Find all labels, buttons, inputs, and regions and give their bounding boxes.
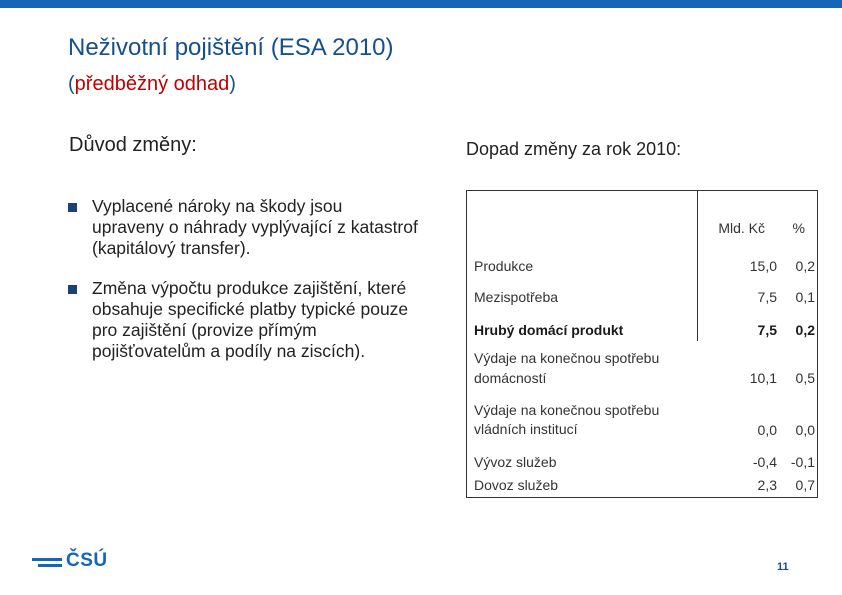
row-value-spotreba-vlady-mld: 0,0 — [757, 422, 777, 438]
logo-text: ČSÚ — [66, 550, 108, 571]
row-value-dovoz-sluzeb-mld: 2,3 — [757, 477, 777, 493]
row-value-mezispotreba-mld: 7,5 — [757, 289, 777, 305]
subtitle-text: předběžný odhad — [74, 73, 230, 95]
reason-bullet-list — [68, 196, 418, 381]
column-header-mld-kc: Mld. Kč — [718, 220, 765, 236]
row-value-vyvoz-sluzeb-pct: -0,1 — [790, 454, 815, 470]
page-number: 11 — [777, 561, 789, 573]
row-label-produkce: Produkce — [474, 258, 534, 274]
row-label-hdp: Hrubý domácí produkt — [474, 322, 624, 338]
logo-stripe — [32, 558, 62, 561]
row-value-produkce-mld: 15,0 — [749, 258, 777, 274]
row-label-vyvoz-sluzeb: Vývoz služeb — [474, 454, 557, 470]
row-value-spotreba-domacnosti-mld: 10,1 — [749, 370, 777, 386]
row-label-dovoz-sluzeb: Dovoz služeb — [474, 477, 559, 493]
table-divider — [697, 191, 698, 341]
bullet-item — [68, 278, 418, 362]
row-value-produkce-pct: 0,2 — [795, 258, 815, 274]
csu-logo — [32, 550, 112, 574]
row-label-spotreba-vlady-line2: vládních institucí — [474, 421, 578, 437]
row-value-dovoz-sluzeb-pct: 0,7 — [795, 477, 815, 493]
row-value-spotreba-domacnosti-pct: 0,5 — [795, 370, 815, 386]
row-value-hdp-mld: 7,5 — [757, 322, 777, 338]
logo-stripe — [38, 564, 62, 567]
subtitle-close-paren: ) — [229, 73, 236, 95]
row-label-spotreba-domacnosti-line1: Výdaje na konečnou spotřebu — [474, 350, 660, 366]
row-value-mezispotreba-pct: 0,1 — [795, 289, 815, 305]
row-value-vyvoz-sluzeb-mld: -0,4 — [752, 454, 777, 470]
column-header-percent: % — [792, 220, 805, 236]
bullet-item — [68, 196, 418, 259]
row-value-hdp-pct: 0,2 — [795, 322, 815, 338]
slide-subtitle — [68, 73, 236, 96]
bullet-text: Změna výpočtu produkce zajištění, které obsahuje specifické platby typické pouze pro zajištění (provize přímým pojišťovatelům a podíly na ziscích). — [92, 278, 409, 361]
row-label-spotreba-domacnosti-line2: domácností — [474, 370, 547, 386]
impact-table — [466, 190, 818, 498]
reason-heading: Důvod změny: — [69, 134, 197, 156]
row-label-spotreba-vlady-line1: Výdaje na konečnou spotřebu — [474, 402, 660, 418]
square-bullet-icon — [68, 203, 77, 212]
slide-title: Neživotní pojištění (ESA 2010) — [68, 34, 394, 61]
square-bullet-icon — [68, 285, 77, 294]
subtitle-open-paren: ( — [68, 73, 75, 95]
row-value-spotreba-vlady-pct: 0,0 — [795, 422, 815, 438]
impact-heading: Dopad změny za rok 2010: — [466, 139, 682, 159]
row-label-mezispotreba: Mezispotřeba — [474, 289, 559, 305]
top-accent-bar — [0, 0, 842, 8]
bullet-text: Vyplacené nároky na škody jsou upraveny o náhrady vyplývající z katastrof (kapitálový transfer). — [92, 196, 418, 258]
